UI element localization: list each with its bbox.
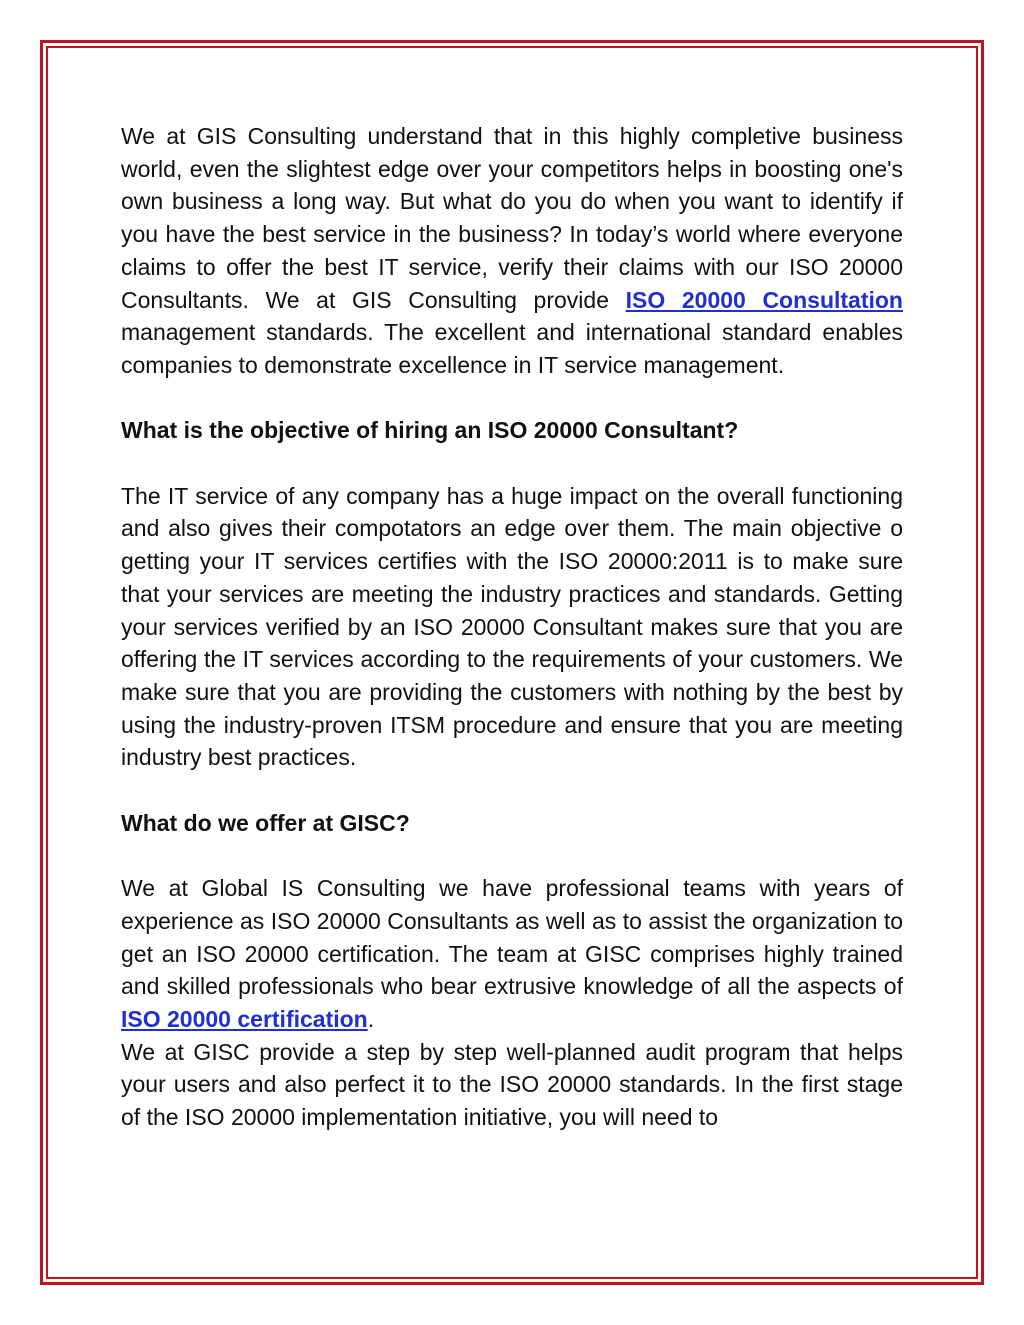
intro-text-before-link: We at GIS Consulting understand that in this highly completive business world, even the slightest edge over your competitors helps in boosting one's own business a long way. But what do you do when you want to identify if you have the best service in the business? In today’s world where everyone claims to offer the best IT service, verify their claims with our ISO 20000 Consultants. We at GIS Consulting provide (121, 123, 903, 313)
offer-paragraph (121, 872, 903, 1036)
document-body (121, 120, 903, 1134)
offer-text-after-link: . (367, 1005, 375, 1032)
offer-heading: What do we offer at GISC? (121, 809, 410, 836)
offer-text-before-link: We at Global IS Consulting we have professional teams with years of experience as ISO 20000 Consultants as well as to assist the organization to get an ISO 20000 certification. The team at GISC comprises highly trained and skilled professionals who bear extrusive knowledge of all the aspects of (121, 875, 903, 1000)
objective-paragraph: The IT service of any company has a huge impact on the overall functioning and also gives their compotators an edge over them. The main objective o getting your IT services certifies with the ISO 20000:2011 is to make sure that your services are meeting the industry practices and standards. Getting your services verified by an ISO 20000 Consultant makes sure that you are offering the IT services according to the requirements of your customers. We make sure that you are providing the customers with nothing by the best by using the industry-proven ITSM procedure and ensure that you are meeting industry best practices. (121, 482, 903, 771)
iso-20000-certification-link[interactable]: ISO 20000 certification (121, 1005, 368, 1032)
iso-20000-consultation-link[interactable]: ISO 20000 Consultation (625, 286, 903, 313)
objective-heading: What is the objective of hiring an ISO 20000 Consultant? (121, 417, 739, 444)
intro-paragraph (121, 120, 903, 382)
intro-text-after-link: management standards. The excellent and international standard enables companies to demonstrate excellence in IT service management. (121, 319, 903, 378)
audit-paragraph: We at GISC provide a step by step well-planned audit program that helps your users and also perfect it to the ISO 20000 standards. In the first stage of the ISO 20000 implementation initiative, you will need to (121, 1038, 903, 1131)
